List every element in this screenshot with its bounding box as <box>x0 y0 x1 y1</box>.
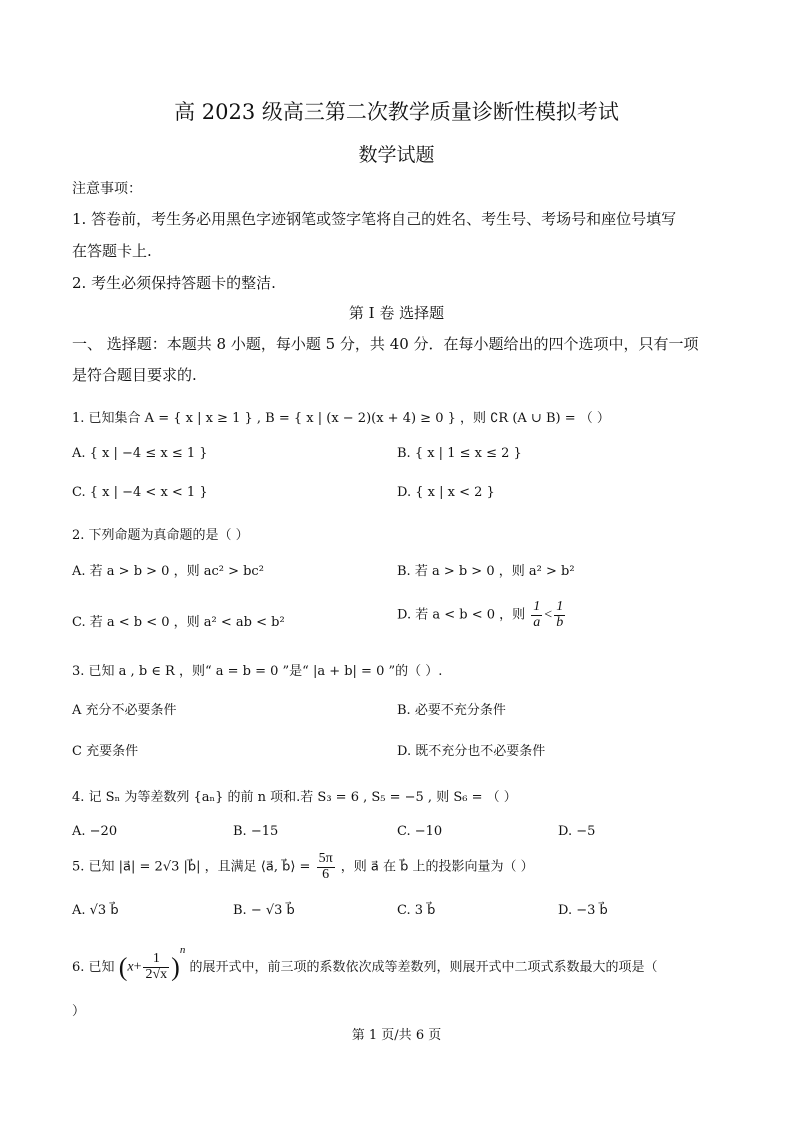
question-5-option-b: B. − √3 b⃗ <box>233 903 295 918</box>
fraction-1-over-b: $\frac{1}{b}$ <box>556 599 564 630</box>
question-2-option-c: C. 若 a < b < 0 ，则 a² < ab < b² <box>72 615 285 630</box>
notice-item-2: 2. 考生必须保持答题卡的整洁. <box>72 274 276 292</box>
fraction-5pi-over-6: $\frac{5\pi}{6}$ <box>318 851 333 882</box>
section-intro-line-2: 是符合题目要求的. <box>72 366 197 384</box>
question-3-option-d: D. 既不充分也不必要条件 <box>397 744 546 759</box>
question-4-option-d: D. −5 <box>558 824 596 839</box>
variable-x: x <box>127 959 134 975</box>
question-1-option-d: D. { x | x < 2 } <box>397 485 495 500</box>
question-2-stem: 2. 下列命题为真命题的是（ ） <box>72 528 249 543</box>
page-footer: 第 1 页/共 6 页 <box>351 1028 442 1043</box>
question-2-option-a: A. 若 a > b > 0 ，则 ac² > bc² <box>72 564 264 579</box>
fraction-1-over-a: $\frac{1}{a}$ <box>533 599 541 630</box>
exponent-n: n <box>179 944 186 956</box>
question-5-stem: 5. 已知 |a⃗| = 2√3 |b⃗| ，且满足 ⟨a⃗, b⃗⟩ = $\frac{5\pi}{6}$ ，则 a⃗ 在 b⃗ 上的投影向量为（ ） <box>72 851 534 882</box>
question-1-option-a: A. { x | −4 ≤ x ≤ 1 } <box>72 446 208 461</box>
question-3-option-a: A 充分不必要条件 <box>72 703 177 718</box>
plus-sign: + <box>133 959 142 975</box>
question-1-option-b: B. { x | 1 ≤ x ≤ 2 } <box>397 446 522 461</box>
question-4-stem: 4. 记 Sₙ 为等差数列 {aₙ} 的前 n 项和.若 S₃ = 6 , S₅ = −5 , 则 S₆ = （ ） <box>72 790 517 805</box>
question-3-option-b: B. 必要不充分条件 <box>397 703 506 718</box>
question-6-stem: 6. 已知 (x+ $\frac{1}{2√x}$ )$^n$ 的展开式中，前三项的系数依次成等差数列，则展开式中二项式系数最大的项是（ <box>72 944 658 982</box>
question-4-option-a: A. −20 <box>72 824 118 839</box>
question-3-stem: 3. 已知 a , b ∈ R ，则“ a = b = 0 ”是“ |a + b| = 0 ”的（ ）. <box>72 664 443 679</box>
question-5-option-a: A. √3 b⃗ <box>72 903 119 918</box>
left-paren: ( <box>118 952 128 982</box>
question-2-option-d-label: D. 若 a < b < 0 ，则 <box>397 607 526 623</box>
question-1-option-c: C. { x | −4 < x < 1 } <box>72 485 208 500</box>
question-5-option-d: D. −3 b⃗ <box>558 903 608 918</box>
fraction-1-over-2-sqrt-x: $\frac{1}{2√x}$ <box>145 951 168 982</box>
question-5-option-c: C. 3 b⃗ <box>397 903 436 918</box>
question-3-option-c: C 充要条件 <box>72 744 139 759</box>
notice-item-1-line-1: 1. 答卷前，考生务必用黑色字迹钢笔或签字笔将自己的姓名、考生号、考场号和座位号填写 <box>72 210 677 228</box>
section-heading: 第 I 卷 选择题 <box>348 304 445 322</box>
question-1-stem: 1. 已知集合 A = { x | x ≥ 1 } , B = { x | (x − 2)(x + 4) ≥ 0 } ，则 ∁R (A ∪ B) = （ ） <box>72 411 610 426</box>
question-4-option-c: C. −10 <box>397 824 443 839</box>
notice-heading: 注意事项： <box>72 181 142 197</box>
exam-subtitle: 数学试题 <box>358 144 435 166</box>
section-intro-line-1: 一、 选择题：本题共 8 小题，每小题 5 分，共 40 分．在每小题给出的四个选项中，只有一项 <box>72 335 699 353</box>
question-2-option-b: B. 若 a > b > 0 ，则 a² > b² <box>397 564 575 579</box>
question-4-option-b: B. −15 <box>233 824 279 839</box>
notice-item-1-line-2: 在答题卡上. <box>72 242 152 260</box>
right-paren: ) <box>171 952 180 982</box>
question-2-option-d: D. 若 a < b < 0 ，则 $\frac{1}{a}$ < $\frac{1}{b}$ <box>397 599 564 630</box>
exam-title: 高 2023 级高三第二次教学质量诊断性模拟考试 <box>174 100 619 124</box>
question-6-stem-line-2: ） <box>72 1004 86 1019</box>
